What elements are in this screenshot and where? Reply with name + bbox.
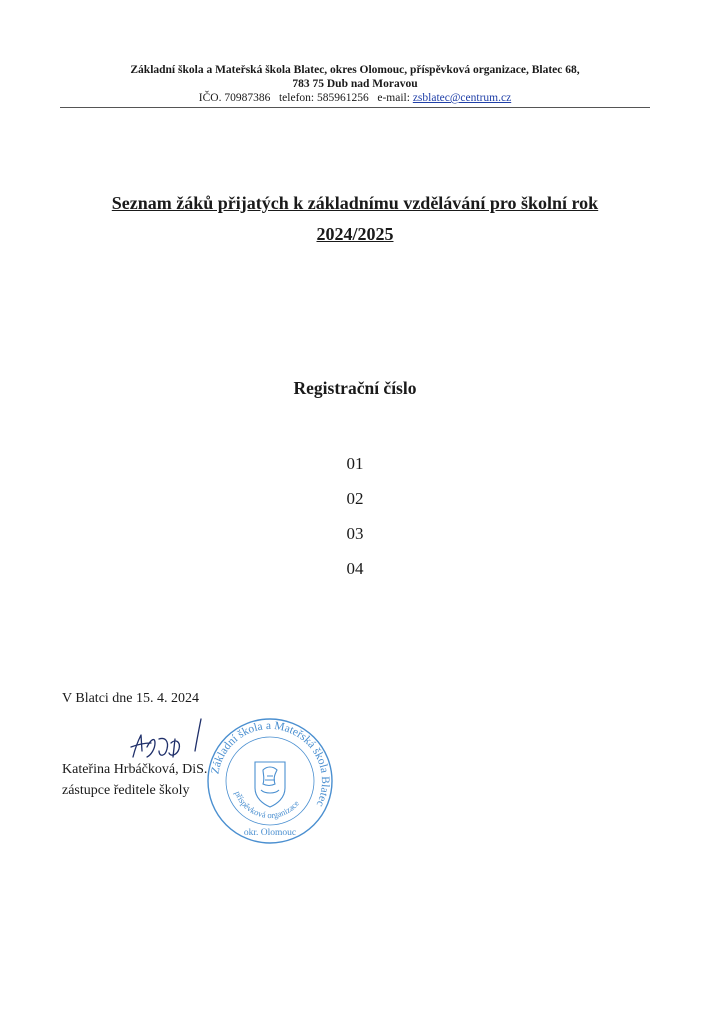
registration-number: 04 [346, 559, 364, 578]
school-phone: telefon: 585961256 [278, 92, 369, 104]
date-line: V Blatci dne 15. 4. 2024 [62, 691, 200, 706]
school-address: 783 75 Dub nad Moravou [292, 78, 418, 90]
email-link[interactable]: zsblatec@centrum.cz [412, 92, 512, 104]
school-name: Základní škola a Mateřská škola Blatec, okres Olomouc, příspěvková organizace, Blatec 68, [130, 64, 580, 76]
email-label: e-mail: [377, 92, 410, 104]
stamp-inner-text: příspěvková organizace [232, 789, 302, 821]
header-divider [60, 107, 650, 108]
registration-number: 01 [346, 454, 364, 473]
school-stamp [205, 716, 335, 851]
svg-text:Základní škola a Mateřská škol [209, 720, 331, 809]
signer-name: Kateřina Hrbáčková, DiS. [62, 762, 208, 777]
title-line-2: 2024/2025 [316, 224, 394, 244]
signer-role: zástupce ředitele školy [62, 783, 190, 798]
document-title [60, 188, 650, 250]
eagle-emblem-icon [255, 762, 285, 807]
registration-number-list [330, 446, 380, 586]
registration-number: 02 [346, 489, 364, 508]
stamp-outer-text: Základní škola a Mateřská škola Blatec [209, 719, 332, 809]
school-ico: IČO. 70987386 [198, 92, 271, 104]
stamp-bottom-text: okr. Olomouc [243, 828, 297, 838]
school-contact [60, 91, 650, 105]
registration-number: 03 [346, 524, 364, 543]
signature-block [62, 759, 207, 801]
registration-heading: Registrační číslo [293, 378, 417, 398]
title-line-1: Seznam žáků přijatých k základnímu vzdělávání pro školní rok [111, 193, 599, 213]
letterhead [60, 63, 650, 105]
